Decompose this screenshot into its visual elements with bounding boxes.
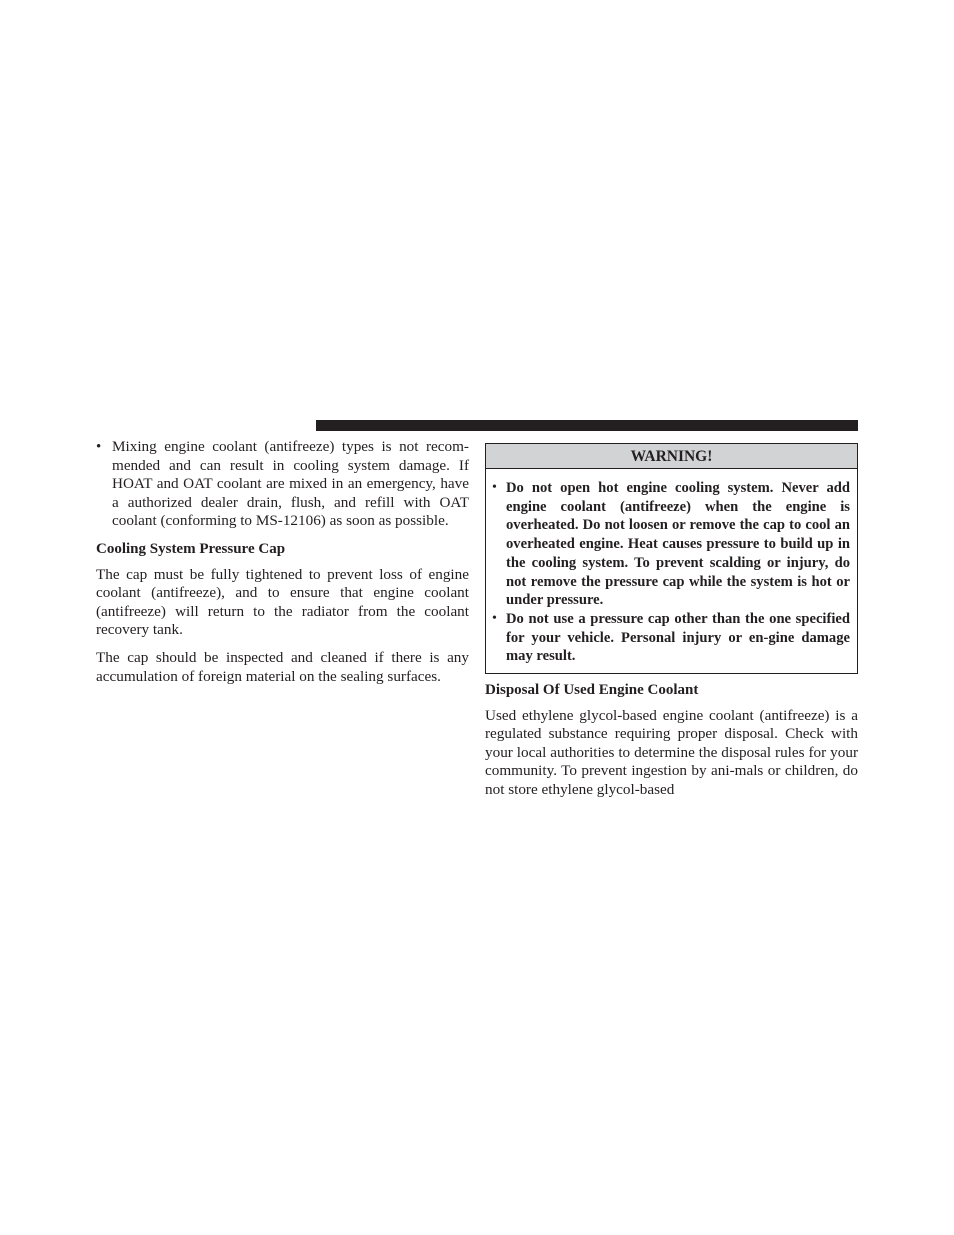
left-column [96, 438, 469, 686]
warning-text: Do not open hot engine cooling system. Never add engine coolant (antifreeze) when the engine is overheated. Do not loosen or remove the cap to cool an overheated engine. Heat causes pressure to build up in the cooling system. To prevent scalding or injury, do not remove the pressure cap while the system is hot or under pressure. [506, 480, 850, 609]
warning-item [492, 610, 850, 666]
warning-box [485, 443, 858, 674]
section-heading: Disposal Of Used Engine Coolant [485, 682, 699, 699]
paragraph: The cap must be fully tightened to prevent loss of engine coolant (antifreeze), and to ensure that engine coolant (antifreeze) will return to the radiator from the coolant recovery tank. [96, 565, 469, 639]
warning-title: WARNING! [486, 444, 857, 469]
warning-body [486, 469, 857, 673]
right-column [485, 443, 858, 800]
list-item [96, 438, 469, 531]
paragraph: Used ethylene glycol-based engine coolant (antifreeze) is a regulated substance requiring proper disposal. Check with your local authorities to determine the disposal rules for your community. To prevent ingestion by ani-mals or children, do not store ethylene glycol-based [485, 706, 858, 798]
section-heading: Cooling System Pressure Cap [96, 540, 286, 557]
bullet-text: Mixing engine coolant (antifreeze) types is not recom-mended and can result in cooling system damage. If HOAT and OAT coolant are mixed in an emergency, have a authorized dealer drain, flush, and refill with OAT coolant (conforming to MS-12106) as soon as possible. [112, 438, 469, 530]
section-header-bar [316, 420, 858, 431]
bullet-icon: • [492, 610, 497, 626]
warning-item [492, 479, 850, 610]
paragraph: The cap should be inspected and cleaned if there is any accumulation of foreign material on the sealing surfaces. [96, 648, 469, 685]
warning-text: Do not use a pressure cap other than the one specified for your vehicle. Personal injury or en-gine damage may result. [506, 610, 850, 665]
bullet-icon: • [492, 480, 497, 495]
bullet-icon: • [96, 439, 102, 455]
